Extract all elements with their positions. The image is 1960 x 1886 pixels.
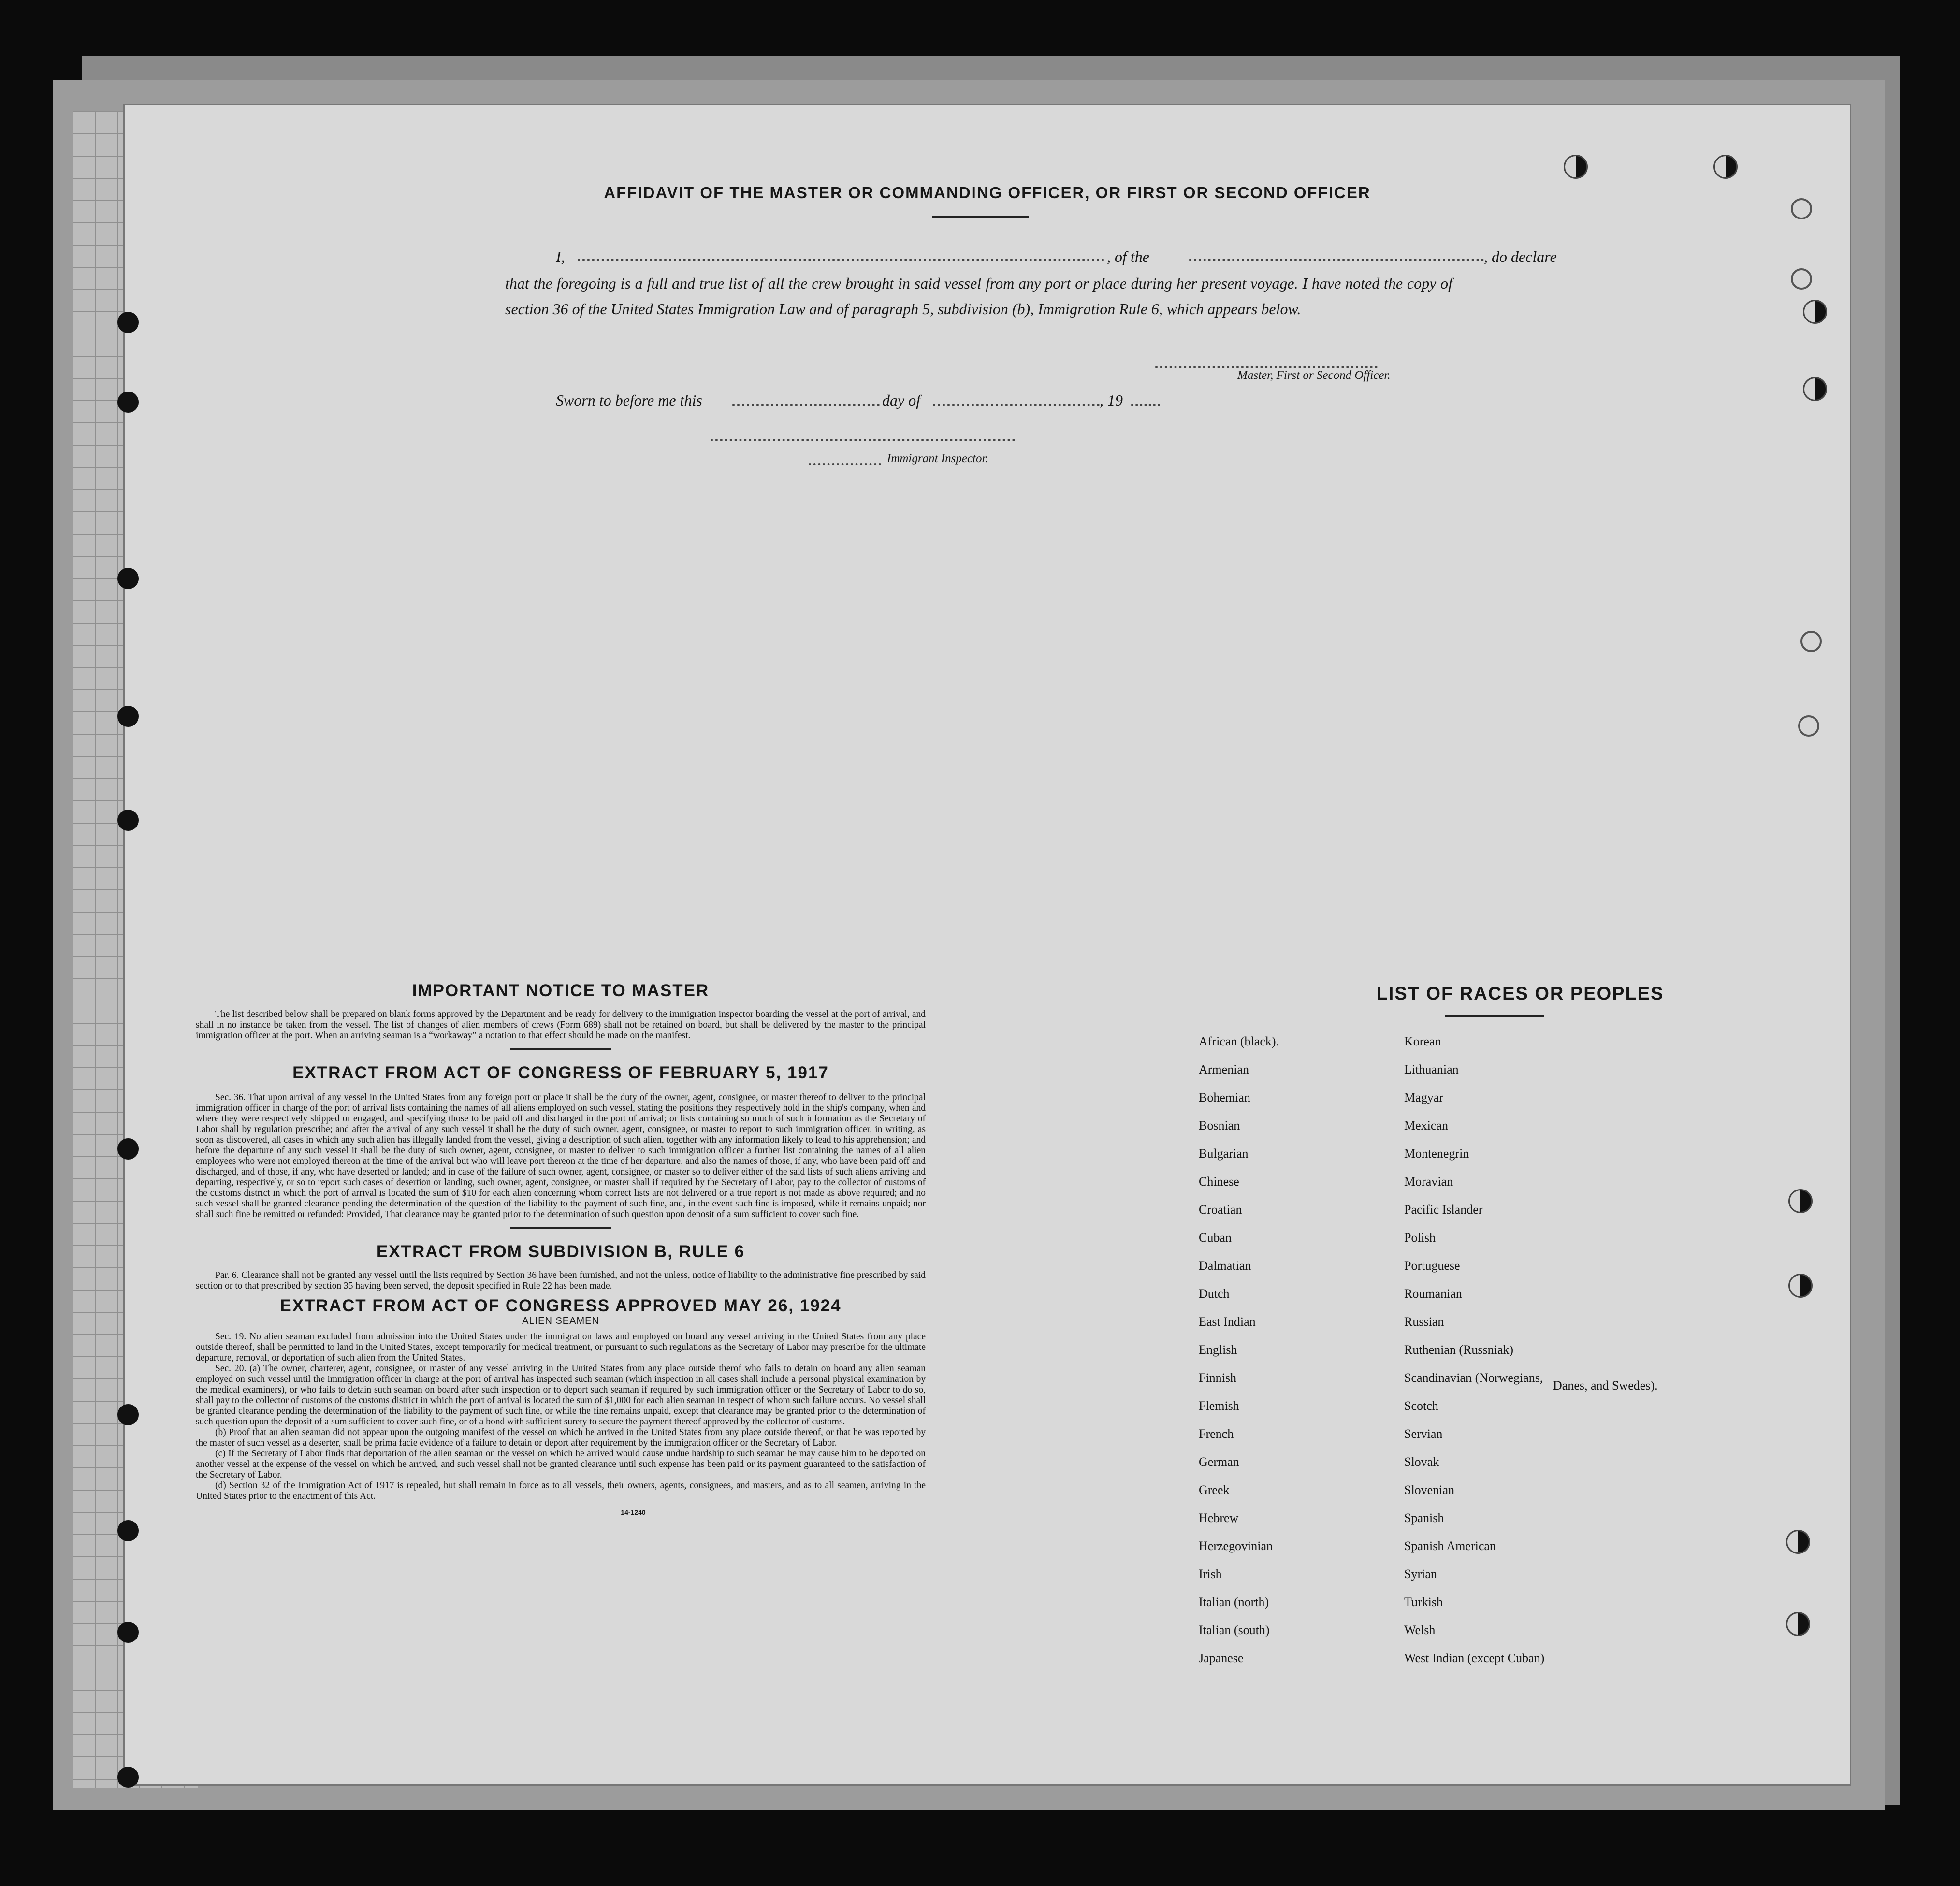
race-item: Italian (south) (1199, 1623, 1270, 1637)
race-item: Dalmatian (1199, 1259, 1251, 1273)
sec-20d-paragraph: (d) Section 32 of the Immigration Act of 1917 is repealed, but shall remain in force as to all vessels, their owners, agents, consignees, and masters, and as to all seamen, arriving in the United States prior to the enactment of this Act. (196, 1480, 926, 1501)
ring-hole (1713, 155, 1738, 179)
notice-column (196, 981, 926, 1516)
race-item: Spanish American (1404, 1539, 1496, 1553)
ring-hole (1798, 715, 1819, 737)
race-item: Syrian (1404, 1567, 1437, 1581)
binder-hole (117, 1404, 139, 1425)
race-item: Bosnian (1199, 1118, 1240, 1132)
race-item: Polish (1404, 1231, 1436, 1245)
race-item: Cuban (1199, 1231, 1232, 1245)
race-item: Chinese (1199, 1175, 1239, 1189)
binder-hole (117, 810, 139, 831)
extract-1917-title: EXTRACT FROM ACT OF CONGRESS OF FEBRUARY 5, 1917 (292, 1063, 829, 1082)
affidavit-title: AFFIDAVIT OF THE MASTER OR COMMANDING OFFICER, OR FIRST OR SECOND OFFICER (604, 184, 1371, 202)
binder-hole (117, 568, 139, 589)
race-item: Magyar (1404, 1090, 1443, 1104)
notice-text (196, 1009, 926, 1041)
race-item: Japanese (1199, 1651, 1244, 1665)
name-blank (578, 259, 1104, 261)
race-item: Bohemian (1199, 1090, 1250, 1104)
race-item: Portuguese (1404, 1259, 1460, 1273)
race-item: Turkish (1404, 1595, 1443, 1609)
race-item: English (1199, 1343, 1237, 1357)
race-item: Welsh (1404, 1623, 1436, 1637)
title-rule (932, 216, 1029, 218)
day-blank (732, 404, 880, 406)
race-item: Ruthenian (Russniak) (1404, 1343, 1514, 1357)
form-number: 14-1240 (621, 1509, 646, 1516)
ring-hole (1788, 1274, 1813, 1298)
ring-hole (1786, 1612, 1810, 1636)
race-continuation: Danes, and Swedes). (1553, 1378, 1658, 1393)
ring-hole (1564, 155, 1588, 179)
ring-hole (1803, 300, 1827, 324)
ring-hole (1803, 377, 1827, 401)
race-item: Armenian (1199, 1062, 1249, 1076)
race-item: German (1199, 1455, 1239, 1469)
race-item: Finnish (1199, 1371, 1237, 1385)
ring-hole (1791, 268, 1812, 290)
race-item: Montenegrin (1404, 1146, 1469, 1161)
race-item: French (1199, 1427, 1234, 1441)
binder-hole (117, 392, 139, 413)
binder-hole (117, 1767, 139, 1788)
race-item: Slovenian (1404, 1483, 1454, 1497)
sec-20a-paragraph: Sec. 20. (a) The owner, charterer, agent, consignee, or master of any vessel arriving in the United States from any place outside therof who fails to detain on board any alien seaman employed on such vessel until the immigration officer in charge at the port of arrival has inspected such seaman (which inspection in all cases shall include a personal physical examination by the medical examiners), or who fails to detain such seaman on board after such inspection or to deport such seaman if required by such immigration officer or the Secretary of Labor to do so, shall pay to the collector of customs of the customs district in which the port of arrival is located the sum of $1,000 for each alien seaman in respect of whom such failure occurs. No vessel shall be granted clearance pending the determination of the liability to the payment of such fine, or while the fine remains unpaid, except that clearance may be granted prior to the determination of such question upon the deposit of a sum sufficient to cover such fine, or of a bond with sufficient surety to secure the payment thereof approved by the collector of customs. (196, 1364, 926, 1427)
race-item: African (black). (1199, 1034, 1279, 1048)
notice-paragraph: The list described below shall be prepared on blank forms approved by the Department and be ready for delivery to the immigration inspector boarding the vessel at the port of arrival, and shall in no instance be taken from the vessel. The list of changes of alien members of crews (Form 689) shall not be retained on board, but shall be delivered by the master to the principal immigration officer at the port. When an arriving seaman is a “workaway” a notation to that effect should be made on the manifest. (196, 1009, 926, 1041)
binder-hole (117, 1520, 139, 1541)
binder-hole (117, 1622, 139, 1643)
races-title: LIST OF RACES OR PEOPLES (1376, 984, 1664, 1004)
master-signature-label: Master, First or Second Officer. (1237, 369, 1391, 382)
race-item: Roumanian (1404, 1287, 1462, 1301)
extract-1924-text (196, 1332, 926, 1502)
extract-1924-title: EXTRACT FROM ACT OF CONGRESS APPROVED MAY 26, 1924 (280, 1296, 842, 1315)
race-item: Russian (1404, 1315, 1444, 1329)
affidavit-of-the: , of the (1107, 248, 1149, 265)
affidavit-declare: , do declare (1484, 248, 1557, 265)
year-text: , 19 (1100, 392, 1123, 409)
sec-20b-paragraph: (b) Proof that an alien seaman did not appear upon the outgoing manifest of the vessel on which he arrived in the United States from any place outside thereof, or that he was reported by the master of such vessel as a deserter, shall be prima facie evidence of a failure to detain or deport after requirement by the immigration officer or the Secretary of Labor. (196, 1427, 926, 1448)
race-item: Flemish (1199, 1399, 1239, 1413)
race-item: Moravian (1404, 1175, 1453, 1189)
inspector-label: Immigrant Inspector. (887, 452, 988, 465)
race-item: Hebrew (1199, 1511, 1239, 1525)
race-item: Croatian (1199, 1203, 1242, 1217)
race-item: Korean (1404, 1034, 1441, 1048)
inspector-signature-line (711, 439, 1015, 441)
month-blank (933, 404, 1100, 406)
day-of-text: day of (882, 392, 921, 409)
race-item: Mexican (1404, 1118, 1448, 1132)
ring-hole (1800, 631, 1822, 652)
crew-list-back-page (123, 104, 1851, 1786)
alien-seamen-subtitle: ALIEN SEAMEN (522, 1316, 599, 1326)
race-item: Irish (1199, 1567, 1222, 1581)
race-item: West Indian (except Cuban) (1404, 1651, 1545, 1665)
race-item: Spanish (1404, 1511, 1444, 1525)
race-item: Italian (north) (1199, 1595, 1269, 1609)
sworn-text: Sworn to before me this (556, 392, 702, 409)
race-item: Lithuanian (1404, 1062, 1459, 1076)
race-item: Herzegovinian (1199, 1539, 1273, 1553)
race-item: Servian (1404, 1427, 1443, 1441)
binder-hole (117, 706, 139, 727)
vessel-blank (1189, 259, 1484, 261)
ring-hole (1786, 1530, 1810, 1554)
inspector-short-line (809, 463, 881, 465)
affidavit-i: I, (556, 248, 565, 265)
race-item: Bulgarian (1199, 1146, 1249, 1161)
race-item: East Indian (1199, 1315, 1256, 1329)
sec-20c-paragraph: (c) If the Secretary of Labor finds that deportation of the alien seaman on the vessel on which he arrived would cause undue hardship to such seaman he may cause him to be deported on another vessel at the expense of the vessel on which he arrived, and such vessel shall not be granted clearance until such expense has been paid or its payment guaranteed to the satisfaction of the Secretary of Labor. (196, 1449, 926, 1480)
subdivision-title: EXTRACT FROM SUBDIVISION B, RULE 6 (376, 1242, 745, 1261)
binder-hole (117, 312, 139, 333)
sec-19-paragraph: Sec. 19. No alien seaman excluded from admission into the United States under the immigration laws and employed on board any vessel arriving in the United States from any place outside thereof, shall be permitted to land in the United States, except temporarily for medical treatment, or pursuant to such regulations as the Secretary of Labor may prescribe for the ultimate departure, removal, or deportation of such alien from the United States. (196, 1332, 926, 1363)
notice-title: IMPORTANT NOTICE TO MASTER (412, 981, 710, 1000)
year-blank (1131, 404, 1160, 406)
subdivision-text (196, 1270, 926, 1291)
race-item: Dutch (1199, 1287, 1230, 1301)
binder-hole (117, 1138, 139, 1160)
race-item: Scotch (1404, 1399, 1438, 1413)
race-item: Pacific Islander (1404, 1203, 1483, 1217)
master-signature-line (1155, 366, 1378, 368)
section-rule (510, 1048, 611, 1050)
extract-1917-text (196, 1092, 926, 1220)
affidavit-body: that the foregoing is a full and true list of all the crew brought in said vessel from any port or place during her present voyage. I have noted the copy of section 36 of the United States Immigration Law and of paragraph 5, subdivision (b), Immigration Rule 6, which appears below. (505, 275, 1452, 318)
race-item: Scandinavian (Norwegians, (1404, 1371, 1543, 1385)
subdivision-paragraph: Par. 6. Clearance shall not be granted any vessel until the lists required by Section 36 have been furnished, and not the unless, notice of liability to the administrative fine prescribed by said section or to that prescribed by section 35 having been served, the deposit specified in Rule 22 has been made. (196, 1270, 926, 1291)
races-title-rule (1445, 1015, 1544, 1017)
extract-1917-paragraph: Sec. 36. That upon arrival of any vessel in the United States from any foreign port or place it shall be the duty of the owner, agent, consignee, or master thereof to deliver to the principal immigration officer in charge of the port of arrival lists containing the names of all aliens employed on such vessel, stating the positions they respectively hold in the ship's company, when and where they were respectively shipped or engaged, and specifying those to be paid off and discharged in the port of arrival; or lists containing so much of such information as the Secretary of Labor shall by regulation prescribe; and after the arrival of any such vessel it shall be the duty of such owner, agent, consignee, or master to report to such immigration officer, in writing, as soon as discovered, all cases in which any such alien has illegally landed from the vessel, giving a description of such alien, together with any information likely to lead to his apprehension; and before the departure of any such vessel it shall be the duty of such owner, agent, consignee, or master to deliver to such immigration officer a further list containing the names of all alien employees who were not employed thereon at the time of the arrival but who will leave port thereon at the time of her departure, and also the names of those, if any, who have been paid off and discharged, and of those, if any, who have deserted or landed; and in case of the failure of such owner, agent, consignee, or master so to deliver either of the said lists of such aliens arriving and departing, respectively, or so to report such cases of desertion or landing, such owner, agent, consignee, or master shall if required by the Secretary of Labor, pay to the collector of customs of the customs district in which the port of arrival is located the sum of $10 for each alien concerning whom correct lists are not delivered or a true report is not made as above required; and no such vessel shall be granted clearance pending the determination of the question of the liability to the payment of such fine, and, in the event such fine is imposed, while it remains unpaid; nor shall such fine be remitted or refunded: Provided, That clearance may be granted prior to the determination of such question upon deposit of a sum sufficient to cover such fine. (196, 1092, 926, 1219)
race-item: Greek (1199, 1483, 1230, 1497)
ring-hole (1788, 1189, 1813, 1213)
section-rule (510, 1227, 611, 1229)
race-item: Slovak (1404, 1455, 1439, 1469)
